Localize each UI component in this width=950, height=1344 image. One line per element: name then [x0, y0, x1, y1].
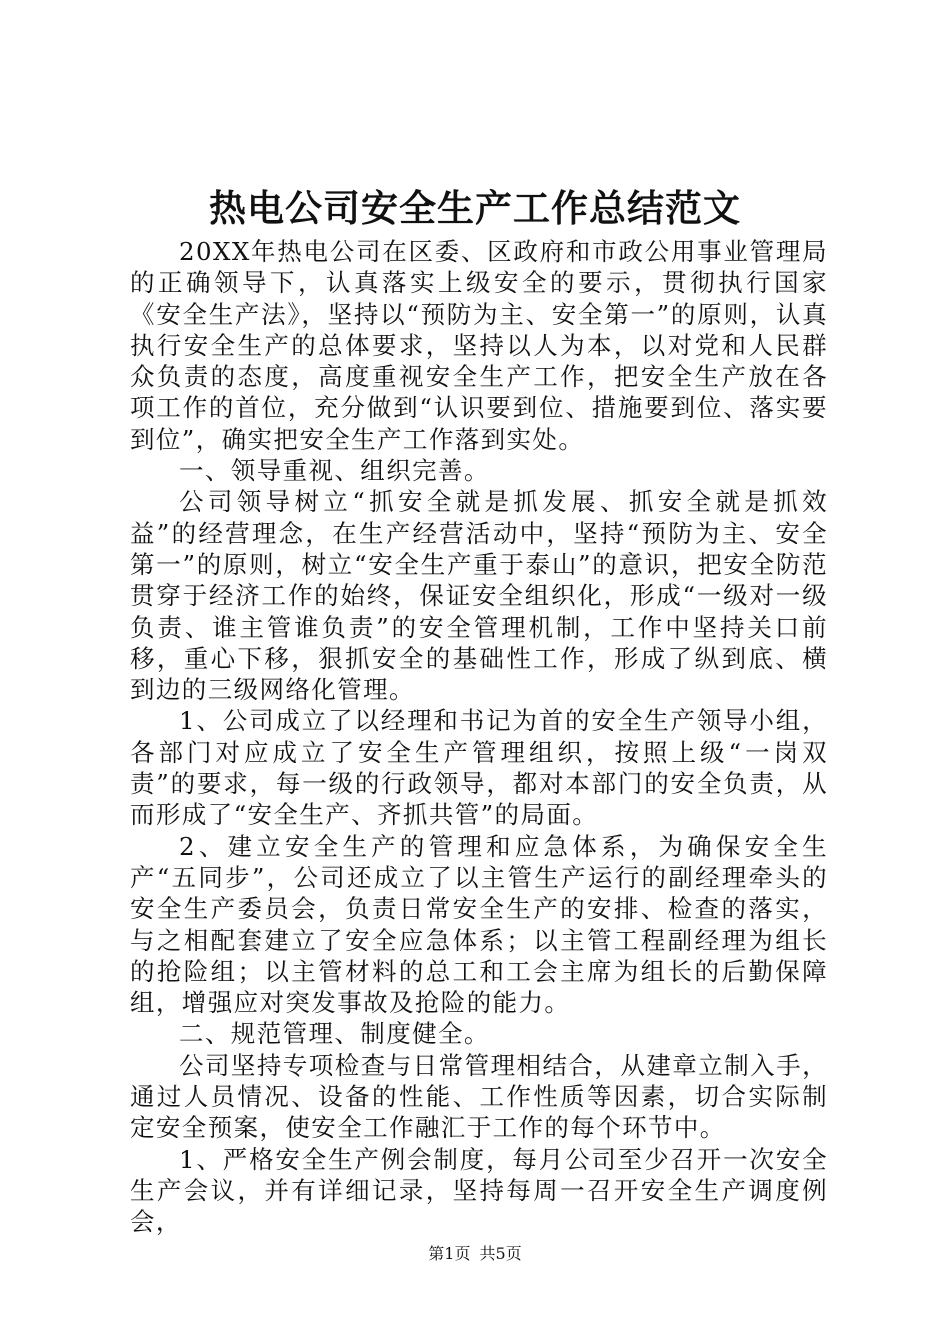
management-paragraph: 公司坚持专项检查与日常管理相结合，从建章立制入手，通过人员情况、设备的性能、工作性质等因素，切合实际制定安全预案，使安全工作融汇于工作的每个环节中。: [130, 1050, 828, 1143]
item-1-paragraph: 1、公司成立了以经理和书记为首的安全生产领导小组，各部门对应成立了安全生产管理组织，按照上级“一岗双责”的要求，每一级的行政领导，都对本部门的安全负责，从而形成了“安全生产、齐抓共管”的局面。: [130, 706, 828, 830]
page-footer: [0, 1243, 950, 1265]
section-heading-management: 二、规范管理、制度健全。: [179, 1019, 490, 1049]
management-item-1-paragraph: 1、严格安全生产例会制度，每月公司至少召开一次安全生产会议，并有详细记录，坚持每周一召开安全生产调度例会，: [130, 1144, 828, 1237]
page-number: 第1页: [428, 1244, 471, 1263]
page-total: 共5页: [479, 1244, 522, 1263]
section-heading-leadership: 一、领导重视、组织完善。: [179, 456, 490, 486]
document-title: 热电公司安全生产工作总结范文: [209, 186, 741, 230]
intro-paragraph: 20XX年热电公司在区委、区政府和市政公用事业管理局的正确领导下，认真落实上级安全的要示，贯彻执行国家《安全生产法》，坚持以“预防为主、安全第一”的原则，认真执行安全生产的总体要求，坚持以人为本，以对党和人民群众负责的态度，高度重视安全生产工作，把安全生产放在各项工作的首位，充分做到“认识要到位、措施要到位、落实要到位”，确实把安全生产工作落到实处。: [130, 237, 828, 454]
leadership-paragraph: 公司领导树立“抓安全就是抓发展、抓安全就是抓效益”的经营理念，在生产经营活动中，坚持“预防为主、安全第一”的原则，树立“安全生产重于泰山”的意识，把安全防范贯穿于经济工作的始终，保证安全组织化，形成“一级对一级负责、谁主管谁负责”的安全管理机制，工作中坚持关口前移，重心下移，狠抓安全的基础性工作，形成了纵到底、横到边的三级网络化管理。: [130, 487, 828, 705]
item-2-paragraph: 2、建立安全生产的管理和应急体系，为确保安全生产“五同步”，公司还成立了以主管生产运行的副经理牵头的安全生产委员会，负责日常安全生产的安排、检查的落实，与之相配套建立了安全应急体系；以主管工程副经理为组长的抢险组；以主管材料的总工和工会主席为组长的后勤保障组，增强应对突发事故及抢险的能力。: [130, 831, 828, 1018]
document-body: [130, 236, 828, 1238]
